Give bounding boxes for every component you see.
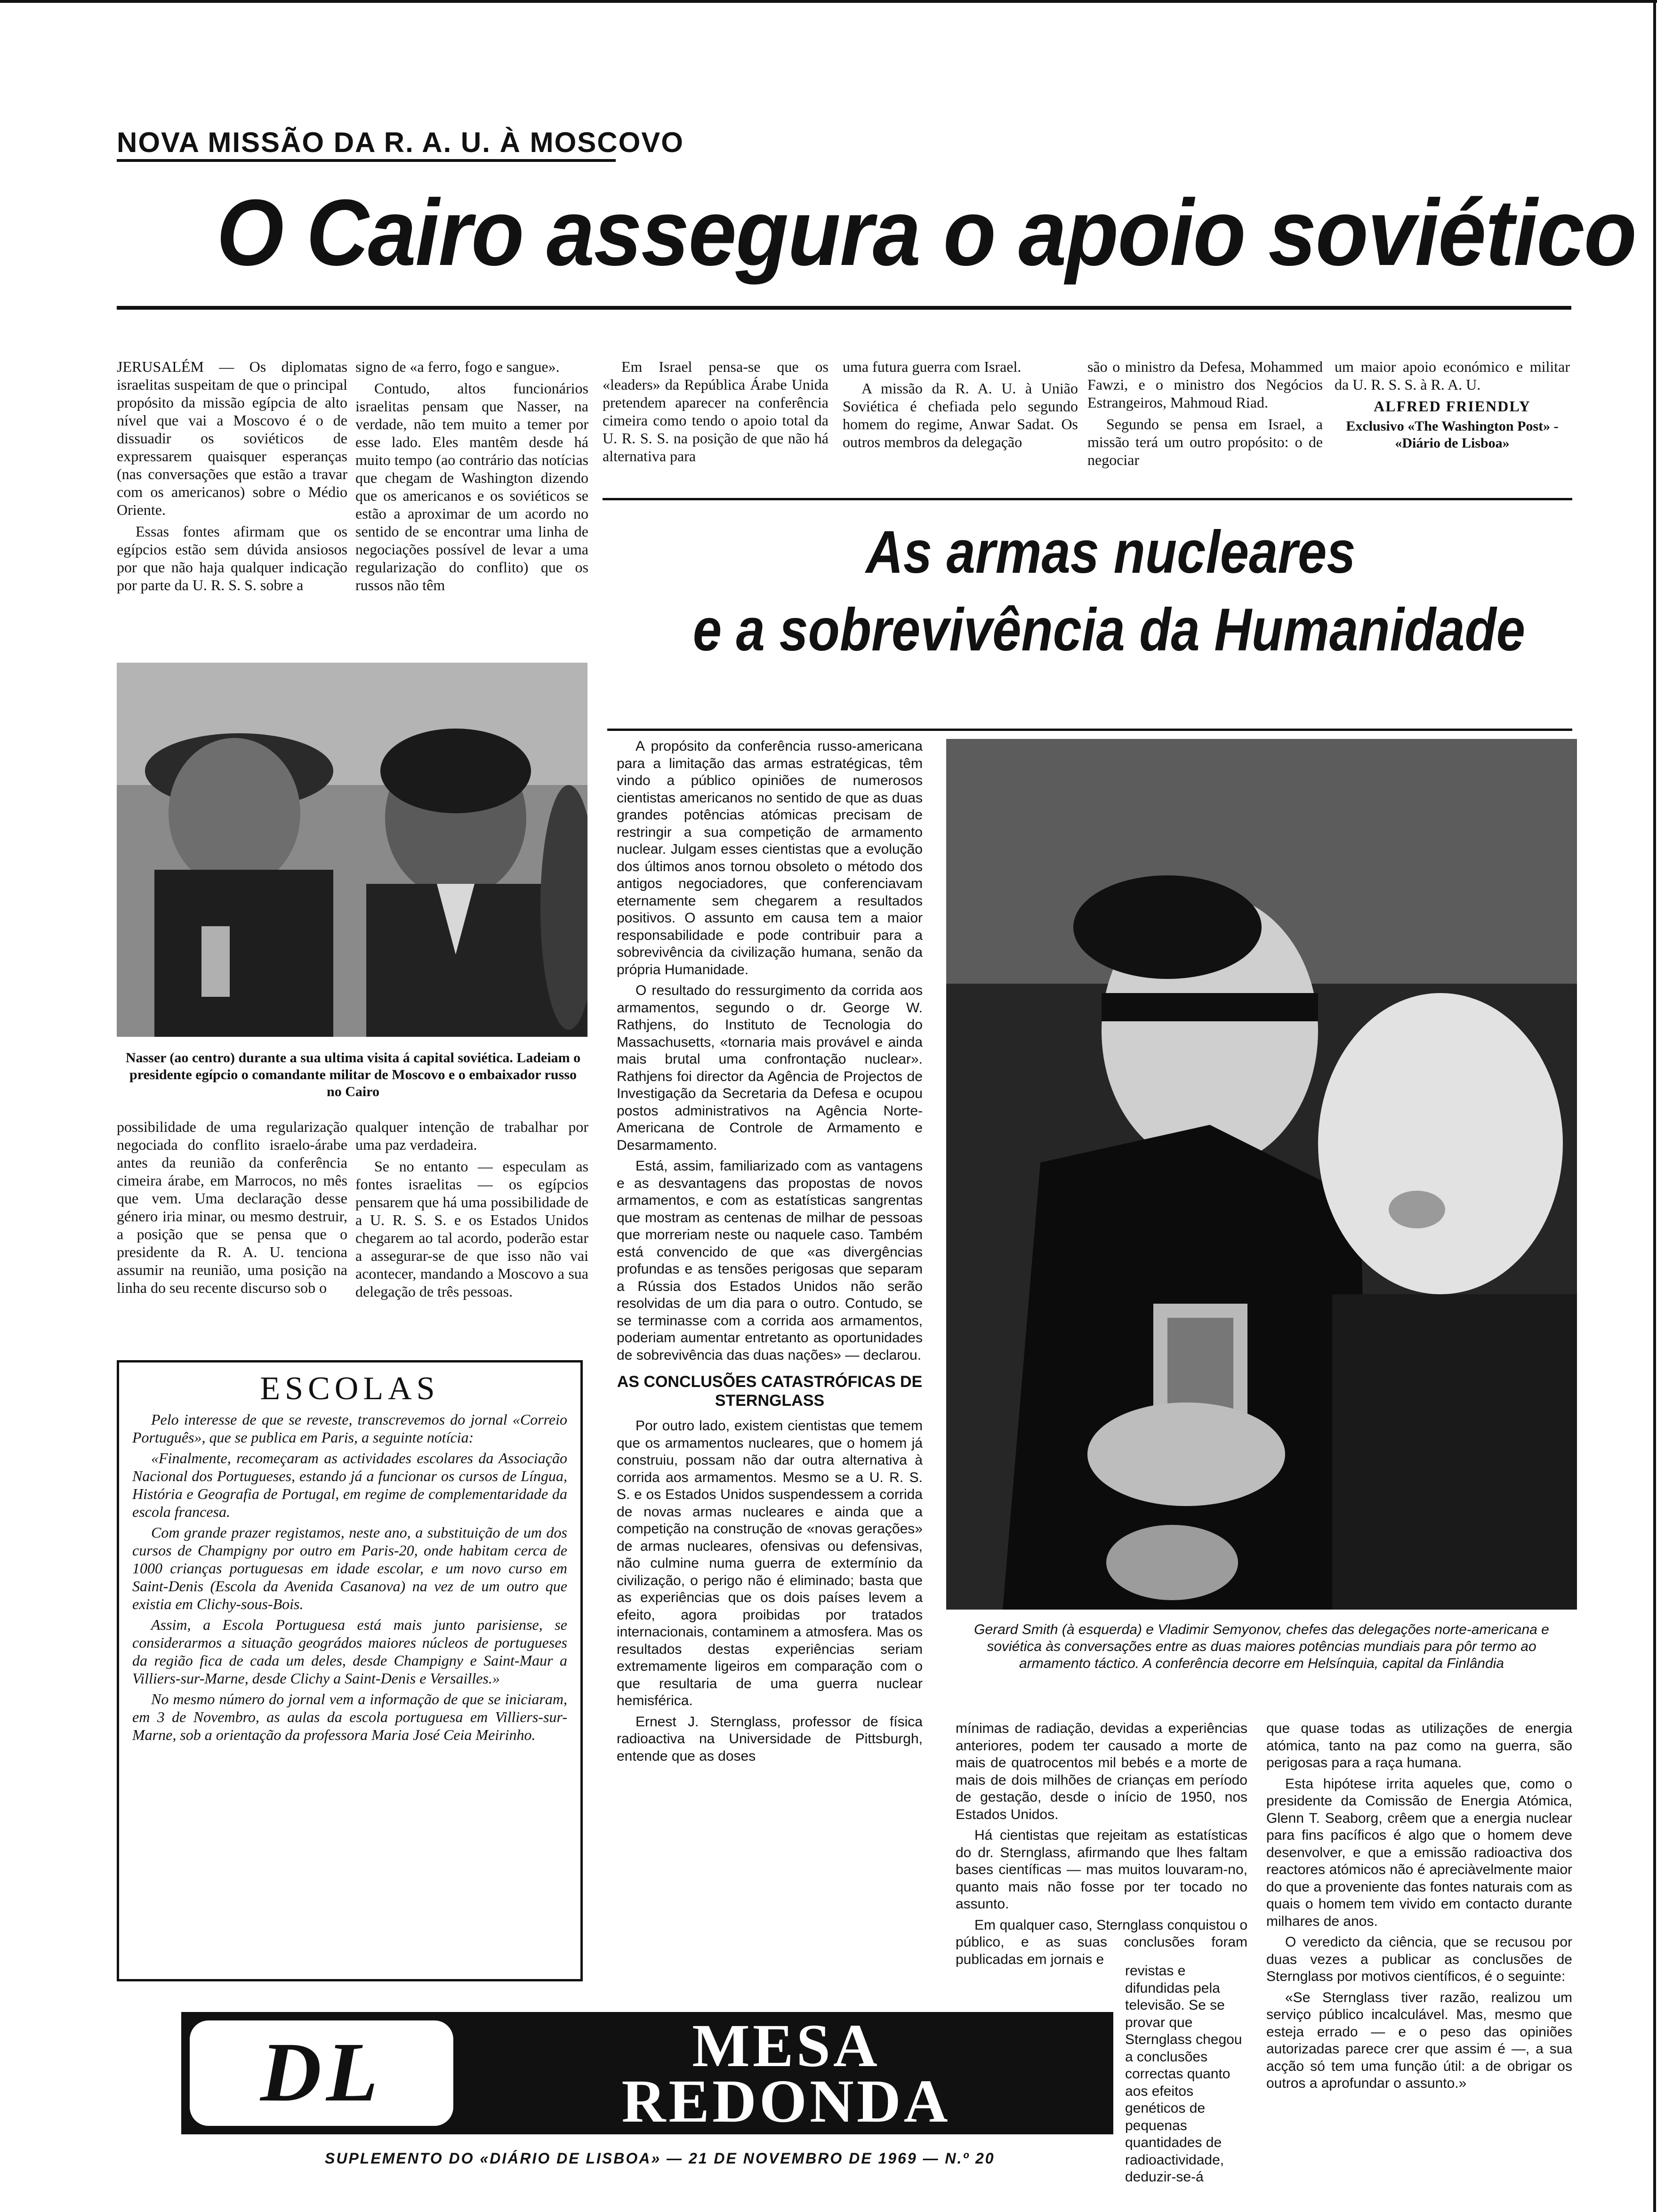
cairo-col3-p1: Em Israel pensa-se que os «leaders» da República Árabe Unida pretendem aparecer na conferência cimeira como tendo o apoio total da U. R. S. S. na posição de que não há alternativa para bbox=[603, 358, 828, 465]
nuclear-col1-p5: Ernest J. Sternglass, professor de física radioactiva na Universidade de Pittsburgh, entende que as doses bbox=[617, 1714, 923, 1764]
escolas-p5: No mesmo número do jornal vem a informação de que se iniciaram, em 3 de Novembro, as aulas da escola portuguesa em Villiers-sur-Marne, sob a orientação da professora Maria José Ceia Meirinho. bbox=[132, 1691, 567, 1743]
smith-semyonov-photo bbox=[946, 739, 1577, 1610]
nuclear-headline-rule bbox=[607, 729, 1572, 731]
cairo-bottom-rule bbox=[603, 498, 1572, 500]
escolas-p3: Com grande prazer registamos, neste ano, a substituição de um dos cursos de Champigny por outro em Paris-20, onde habitam cerca de 1000 crianças portuguesas em idade escolar, e um novo curso em Saint-Denis (Escola da Avenida Casanova) na vez de um outro que existia em Clichy-sous-Bois. bbox=[132, 1524, 567, 1612]
nasser-photo bbox=[117, 663, 587, 1037]
nuclear-col2-p2: Há cientistas que rejeitam as estatísticas do dr. Sternglass, afirmando que lhes faltam bases científicas — mas muitos louvaram-no, quanto mais não fosse por ter tocado no assunto. bbox=[956, 1827, 1247, 1912]
banner-line2: REDONDA bbox=[621, 2068, 951, 2135]
top-border bbox=[0, 0, 1657, 3]
cairo-col6-text: um maior apoio económico e militar da U. R. S. S. à R. A. U. bbox=[1335, 358, 1570, 393]
cairo-col5-p1: são o ministro da Defesa, Mohammed Fawzi, e o ministro dos Negócios Estrangeiros, Mahmoud Riad. bbox=[1087, 358, 1323, 411]
right-border bbox=[1653, 0, 1656, 2212]
cairo-col-1 bbox=[117, 358, 347, 598]
main-headline: O Cairo assegura o apoio soviético bbox=[217, 180, 1636, 285]
nuclear-col1-p4: Por outro lado, existem cientistas que temem que os armamentos nucleares, que o homem já construiu, possam não dar outra alternativa à corrida aos armamentos. Mesmo se a U. R. S. S. e os Estados Unidos suspendessem a corrida de novas armas nucleares e ainda que a competição na construção de «novas gerações» de armas nucleares, ofensivas ou defensivas, não culmine numa guerra de extermínio da civilização, o perigo não é eliminado; basta que as experiências que os dois países levem a efeito, agora proibidas por tratados internacionais, contaminem a atmosfera. Mas os resultados destas experiências seriam extremamente ligeiros em comparação com o que resultaria de uma guerra nuclear hemisférica. bbox=[617, 1418, 923, 1708]
cairo-cont-col-1 bbox=[117, 1118, 347, 1300]
headline-rule bbox=[117, 306, 1571, 310]
escolas-box bbox=[117, 1360, 583, 1981]
nuclear-col-3 bbox=[1266, 1720, 1572, 2096]
escolas-title: ESCOLAS bbox=[260, 1370, 440, 1407]
dl-logo: DL bbox=[260, 2025, 383, 2119]
cairo-cont-col2-p2: Se no entanto — especulam as fontes israelitas — os egípcios pensarem que há uma possibilidade de a U. R. S. S. e os Estados Unidos chegarem ao tal acordo, poderão estar a assegurar-se de que isso não vai acontecer, mandando a Moscovo a sua delegação de três pessoas. bbox=[355, 1158, 588, 1300]
cairo-cont-col-2 bbox=[355, 1118, 588, 1304]
escolas-p4: Assim, a Escola Portuguesa está mais junto parisiense, se considerarmos a situação geográdos maiores núcleos de portugueses da região fica de cada um deles, desde Champigny e Saint-Maur a Villiers-sur-Marne, desde Clichy a Saint-Denis e Versailles.» bbox=[132, 1616, 567, 1687]
nuclear-headline-line2: e a sobrevivência da Humanidade bbox=[692, 596, 1525, 664]
cairo-col-4 bbox=[843, 358, 1078, 455]
nuclear-col-2b bbox=[1125, 1963, 1247, 2190]
nuclear-col3-p4: «Se Sternglass tiver razão, realizou um serviço público incalculável. Mas, mesmo que esteja errado — e o peso das opiniões autorizadas parece crer que assim é —, a sua acção só tem uma função útil: a de obrigar os outros a aprofundar o assunto.» bbox=[1266, 1989, 1572, 2091]
kicker-underline bbox=[117, 159, 616, 162]
article-credit: Exclusivo «The Washington Post» - «Diário de Lisboa» bbox=[1346, 418, 1559, 451]
cairo-col5-p2: Segundo se pensa em Israel, a missão terá um outro propósito: o de negociar bbox=[1087, 416, 1323, 468]
cairo-col2-p2: Contudo, altos funcionários israelitas pensam que Nasser, na verdade, não tem muito a temer por esse lado. Eles mantêm desde há muito tempo (ao contrário das notícias que chegam de Washington dizendo que os americanos e os soviéticos se estão a aproximar de um acordo no sentido de se encontrar uma linha de negociações possível de levar a uma regularização do conflito) que os russos não têm bbox=[355, 380, 588, 593]
nasser-photo-caption: Nasser (ao centro) durante a sua ultima visita á capital soviética. Ladeiam o presidente egípcio o comandante militar de Moscovo e o embaixador russo no Cairo bbox=[125, 1050, 581, 1099]
nuclear-col2-p3: Em qualquer caso, Sternglass conquistou o público, e as suas conclusões foram publicadas em jornais e bbox=[956, 1917, 1247, 1967]
cairo-cont-col1-p: possibilidade de uma regularização negociada do conflito israelo-árabe antes da reunião da conferência cimeira árabe, em Marrocos, no mês que vem. Uma declaração desse género iria minar, ou mesmo destruir, a posição que se pensa que o presidente da R. A. U. tenciona assumir na reunião, uma posição na linha do seu recente discurso sob o bbox=[117, 1118, 347, 1296]
mesa-redonda-banner bbox=[181, 2012, 1113, 2134]
banner-line1: MESA bbox=[692, 2012, 880, 2080]
nuclear-col-2 bbox=[956, 1720, 1247, 1972]
escolas-p1: Pelo interesse de que se reveste, transcrevemos do jornal «Correio Português», que se publica em Paris, a seguinte notícia: bbox=[132, 1411, 567, 1446]
nuclear-col1-p1: A propósito da conferência russo-americana para a limitação das armas estratégicas, têm vindo a público opiniões de numerosos cientistas americanos no sentido de que as duas grandes potências atómicas precisam de restringir a sua competição de armamento nuclear. Julgam esses cientistas que a evolução dos últimos anos tornou obsoleto o método dos antigos negociadores, que conferenciavam eternamente sem chegarem a resultados positivos. O assunto em causa tem a maior responsabilidade e pode contribuir para a sobrevivência da civilização humana, senão da própria Humanidade. bbox=[617, 738, 923, 978]
nuclear-col3-p1: que quase todas as utilizações de energia atómica, tanto na paz como na guerra, são perigosas para a raça humana. bbox=[1266, 1721, 1572, 1771]
nuclear-col2-p1: mínimas de radiação, devidas a experiências anteriores, podem ter causado a morte de mais de quatrocentos mil bebés e a morte de mais de dois milhões de crianças em período de gestação, desde o início de 1950, nos Estados Unidos. bbox=[956, 1721, 1247, 1822]
nuclear-col1-p2: O resultado do ressurgimento da corrida aos armamentos, segundo o dr. George W. Rathjens, do Instituto de Tecnologia do Massachusetts, «tornaria mais provável e ainda mais brutal uma confrontação nuclear». Rathjens foi director da Agência de Projectos de Investigação da Secretaria da Defesa e ocupou postos administrativos na Agência Norte-Americana de Controle de Armamento e Desarmamento. bbox=[617, 983, 923, 1153]
cairo-col-5 bbox=[1087, 358, 1323, 473]
dl-logo-badge bbox=[190, 2020, 453, 2126]
nuclear-col3-p2: Esta hipótese irrita aqueles que, como o presidente da Comissão de Energia Atómica, Glenn T. Seaborg, crêem que a energia nuclear para fins pacíficos é algo que o homem deve desenvolver, e que a emissão radioactiva dos reactores atómicos não é apreciàvelmente maior do que a proveniente das fontes naturais com as quais o homem tem vivido em contacto durante milhares de anos. bbox=[1266, 1776, 1572, 1929]
kicker: NOVA MISSÃO DA R. A. U. À MOSCOVO bbox=[117, 127, 684, 158]
cairo-col-6 bbox=[1335, 358, 1570, 454]
footer-line: SUPLEMENTO DO «DIÁRIO DE LISBOA» — 21 DE NOVEMBRO DE 1969 — N.º 20 bbox=[325, 2150, 995, 2167]
cairo-col2-p1: signo de «a ferro, fogo e sangue». bbox=[355, 358, 560, 375]
cairo-col-3 bbox=[603, 358, 828, 469]
smith-semyonov-caption: Gerard Smith (à esquerda) e Vladimir Semyonov, chefes das delegações norte-americana e soviética às conversações entre as duas maiores potências mundiais para pôr termo ao armamento táctico. A conferência decorre em Helsínquia, capital da Finlândia bbox=[974, 1622, 1549, 1671]
sternglass-subhead: AS CONCLUSÕES CATASTRÓFICAS DE STERNGLASS bbox=[617, 1373, 923, 1410]
cairo-col4-p2: A missão da R. A. U. à União Soviética é chefiada pelo segundo homem do regime, Anwar Sadat. Os outros membros da delegação bbox=[843, 380, 1078, 450]
nuclear-col3-p3: O veredicto da ciência, que se recusou por duas vezes a publicar as conclusões de Sternglass por motivos científicos, é o seguinte: bbox=[1266, 1934, 1572, 1984]
nuclear-col1-p3: Está, assim, familiarizado com as vantagens e as desvantagens das propostas de novos armamentos, e com as estatísticas sangrentas que mostram as centenas de milhar de pessoas que morreriam neste ou naquele caso. Também está convencido de que «as divergências profundas e as tensões perigosas que separam a Rússia dos Estados Unidos não serão resolvidas de um dia para o outro. Contudo, se se terminasse com a corrida aos armamentos, poderiam aumentar entretanto as oportunidades de sobrevivência das duas nações» — declarou. bbox=[617, 1158, 923, 1363]
escolas-p2: «Finalmente, recomeçaram as actividades escolares da Associação Nacional dos Portugueses, estando já a funcionar os cursos de Língua, História e Geografia de Portugal, em regime de complementaridade da escola francesa. bbox=[132, 1450, 567, 1520]
cairo-cont-col2-p1: qualquer intenção de trabalhar por uma paz verdadeira. bbox=[355, 1118, 588, 1153]
nuclear-headline-line1: As armas nucleares bbox=[866, 519, 1356, 586]
nuclear-col-1 bbox=[617, 738, 923, 1769]
cairo-col1-p1: JERUSALÉM — Os diplomatas israelitas suspeitam de que o principal propósito da missão egípcia de alto nível que vai a Moscovo é o de dissuadir os soviéticos de expressarem quaisquer esperanças (nas conversações que estão a travar com os americanos) sobre o Médio Oriente. bbox=[117, 358, 347, 518]
cairo-col-2 bbox=[355, 358, 588, 598]
nuclear-col2b-p: revistas e difundidas pela televisão. Se se provar que Sternglass chegou a conclusões correctas quanto aos efeitos genéticos de pequenas quantidades de radioactividade, deduzir-se-á bbox=[1125, 1963, 1242, 2185]
cairo-col4-p1: uma futura guerra com Israel. bbox=[843, 358, 1022, 375]
author-byline: ALFRED FRIENDLY bbox=[1374, 398, 1531, 415]
cairo-col1-p2: Essas fontes afirmam que os egípcios estão sem dúvida ansiosos por que não haja qualquer indicação por parte da U. R. S. S. sobre a bbox=[117, 523, 347, 593]
smith-semyonov-photo-image bbox=[946, 739, 1577, 1610]
nasser-photo-image bbox=[117, 663, 587, 1037]
